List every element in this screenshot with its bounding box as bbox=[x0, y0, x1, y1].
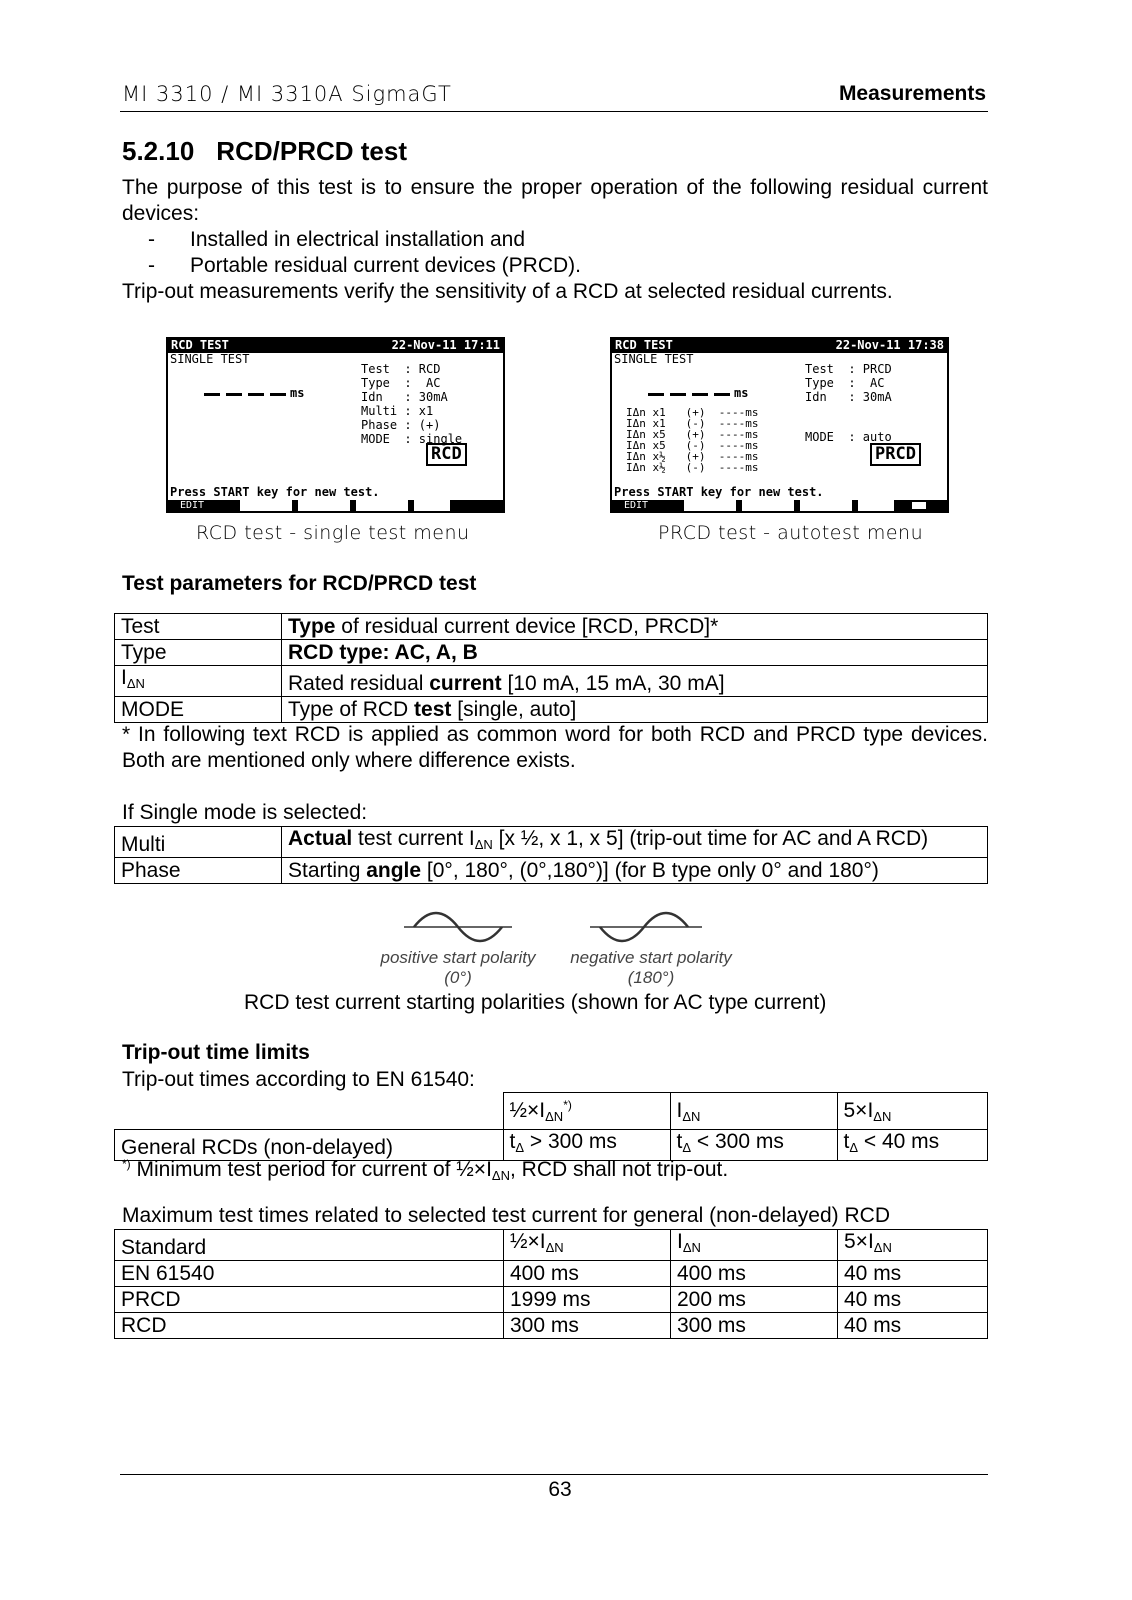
screen-subtitle: SINGLE TEST bbox=[614, 352, 694, 366]
table-cell: $t_\Delta > 300$ ms bbox=[503, 1130, 670, 1161]
table-cell: 40 ms bbox=[838, 1287, 988, 1313]
table-cell: Starting angle [0°, 180°, (0°,180°)] (for B type only 0° and 180°) bbox=[282, 858, 988, 884]
params-heading: Test parameters for RCD/PRCD test bbox=[122, 572, 477, 595]
screen-function-bar bbox=[168, 500, 503, 511]
fn-edit-label: EDIT bbox=[180, 500, 205, 511]
table-cell: Standard bbox=[115, 1230, 504, 1261]
table-cell: Type of RCD test [single, auto] bbox=[282, 697, 988, 723]
screen-param: Type : AC bbox=[805, 376, 885, 390]
tripout-sentence: Trip-out measurements verify the sensitivity of a RCD at selected residual currents. bbox=[122, 280, 893, 303]
screen-title-bar: RCD TEST 22-Nov-11 17:11 bbox=[168, 339, 503, 353]
table-cell: Phase bbox=[115, 858, 282, 884]
autotest-row: IΔn x5 (+) ----ms bbox=[626, 428, 759, 441]
table-cell: $5\times I_{\Delta N}$ bbox=[838, 1230, 988, 1261]
table-row bbox=[115, 1230, 988, 1261]
table-cell: 40 ms bbox=[838, 1261, 988, 1287]
screen-param: MODE : single bbox=[361, 432, 463, 446]
table-cell: 40 ms bbox=[838, 1313, 988, 1339]
table-row bbox=[115, 1287, 988, 1313]
rcd-single-screen bbox=[166, 337, 505, 513]
table-cell: $\frac{1}{2}\times I_{\Delta N}$ bbox=[504, 1230, 671, 1261]
screen-param: Idn : 30mA bbox=[361, 390, 448, 404]
table-row bbox=[115, 858, 988, 884]
section-title bbox=[122, 136, 407, 167]
header-section: Measurements bbox=[838, 82, 986, 105]
rcd-badge: RCD bbox=[426, 443, 467, 466]
screen-press-start: Press START key for new test. bbox=[614, 485, 824, 499]
table-cell: 400 ms bbox=[504, 1261, 671, 1287]
table-cell: 300 ms bbox=[504, 1313, 671, 1339]
table-cell: PRCD bbox=[115, 1287, 504, 1313]
section-number: 5.2.10 bbox=[122, 136, 195, 166]
table-cell: General RCDs (non-delayed) bbox=[115, 1130, 504, 1161]
screen-subtitle: SINGLE TEST bbox=[170, 352, 250, 366]
table-cell: RCD type: AC, A, B bbox=[282, 640, 988, 666]
single-intro: If Single mode is selected: bbox=[122, 801, 368, 824]
table-cell: Type of residual current device [RCD, PRCD]* bbox=[282, 614, 988, 640]
table-cell: Multi bbox=[115, 827, 282, 858]
note-paragraph: * In following text RCD is applied as common word for both RCD and PRCD type devices. Both are mentioned only where difference exists. bbox=[122, 723, 988, 772]
screen-param: Idn : 30mA bbox=[805, 390, 892, 404]
table-cell: Actual test current $I_{\Delta N}$ [x ½, x 1, x 5] (trip-out time for AC and A RCD) bbox=[282, 827, 988, 858]
table-cell: MODE bbox=[115, 697, 282, 723]
header-rule bbox=[120, 111, 988, 112]
table-cell: 300 ms bbox=[671, 1313, 838, 1339]
table-row bbox=[115, 1093, 988, 1130]
table-cell: Test bbox=[115, 614, 282, 640]
screen-caption: RCD test - single test menu bbox=[196, 522, 470, 544]
negative-polarity-label: negative start polarity (180°) bbox=[570, 948, 732, 987]
screen-param: Test : RCD bbox=[361, 362, 441, 376]
screen-press-start: Press START key for new test. bbox=[170, 485, 380, 499]
autotest-row: IΔn x1 (-) ----ms bbox=[626, 417, 759, 430]
table-cell: 200 ms bbox=[671, 1287, 838, 1313]
table-row bbox=[115, 666, 988, 697]
screen-result-unit: ms bbox=[734, 386, 749, 400]
table-cell: $t_\Delta < 40$ ms bbox=[837, 1130, 988, 1161]
table-cell: $t_\Delta < 300$ ms bbox=[670, 1130, 837, 1161]
bullet-item: - Portable residual current devices (PRCD). bbox=[148, 254, 581, 277]
header-title: MI 3310 / MI 3310A SigmaGT bbox=[122, 82, 452, 106]
table-row bbox=[115, 614, 988, 640]
max-table bbox=[114, 1229, 988, 1339]
prcd-auto-screen bbox=[610, 337, 949, 513]
polarity-waveforms bbox=[400, 905, 720, 950]
autotest-row: IΔn x½ (-) ----ms bbox=[626, 461, 759, 474]
polarity-caption: RCD test current starting polarities (shown for AC type current) bbox=[244, 991, 827, 1014]
prcd-badge: PRCD bbox=[870, 443, 921, 466]
screen-result-unit: ms bbox=[290, 386, 305, 400]
footer-rule bbox=[120, 1474, 988, 1475]
section-title-text: RCD/PRCD test bbox=[216, 136, 407, 166]
table-cell: Rated residual current [10 mA, 15 mA, 30 mA] bbox=[282, 666, 988, 697]
trip-intro: Trip-out times according to EN 61540: bbox=[122, 1068, 475, 1091]
table-cell: $I_{\Delta N}$ bbox=[115, 666, 282, 697]
table-row bbox=[115, 1313, 988, 1339]
table-cell: $I_{\Delta N}$ bbox=[671, 1230, 838, 1261]
autotest-row: IΔn x5 (-) ----ms bbox=[626, 439, 759, 452]
battery-icon bbox=[912, 502, 926, 509]
screen-param: Test : PRCD bbox=[805, 362, 892, 376]
table-row bbox=[115, 827, 988, 858]
page-number: 63 bbox=[548, 1478, 572, 1501]
bullet-item: - Installed in electrical installation and bbox=[148, 228, 526, 251]
table-row bbox=[115, 1261, 988, 1287]
trip-heading: Trip-out time limits bbox=[122, 1041, 310, 1064]
screen-param: Phase : (+) bbox=[361, 418, 441, 432]
trip-footnote: *) Minimum test period for current of $\frac{1}{2}\times I_{\Delta N}$, RCD shall not trip-out. bbox=[122, 1157, 729, 1183]
table-cell: $5\times I_{\Delta N}$ bbox=[837, 1093, 988, 1130]
screen-param: MODE : auto bbox=[805, 430, 892, 444]
table-cell: EN 61540 bbox=[115, 1261, 504, 1287]
table-cell: $\frac{1}{2}\times I_{\Delta N}^{*)}$ bbox=[503, 1093, 670, 1130]
autotest-row: IΔn x1 (+) ----ms bbox=[626, 406, 759, 419]
screen-caption: PRCD test - autotest menu bbox=[658, 522, 924, 544]
max-intro: Maximum test times related to selected test current for general (non-delayed) RCD bbox=[122, 1204, 890, 1227]
table-cell: RCD bbox=[115, 1313, 504, 1339]
table-cell: Type bbox=[115, 640, 282, 666]
autotest-row: IΔn x½ (+) ----ms bbox=[626, 450, 759, 463]
single-table bbox=[114, 826, 988, 884]
table-row bbox=[115, 697, 988, 723]
screen-function-bar bbox=[612, 500, 947, 511]
fn-edit-label: EDIT bbox=[624, 500, 649, 511]
table-cell bbox=[115, 1093, 504, 1130]
table-row bbox=[115, 640, 988, 666]
positive-polarity-label: positive start polarity (0°) bbox=[380, 948, 536, 987]
table-cell: $I_{\Delta N}$ bbox=[670, 1093, 837, 1130]
screen-title-bar: RCD TEST 22-Nov-11 17:38 bbox=[612, 339, 947, 353]
table-cell: 400 ms bbox=[671, 1261, 838, 1287]
table-cell: 1999 ms bbox=[504, 1287, 671, 1313]
params-table bbox=[114, 613, 988, 723]
screen-param: Multi : x1 bbox=[361, 404, 434, 418]
intro-paragraph: The purpose of this test is to ensure the proper operation of the following residual current devices: bbox=[122, 176, 988, 225]
screen-param: Type : AC bbox=[361, 376, 441, 390]
